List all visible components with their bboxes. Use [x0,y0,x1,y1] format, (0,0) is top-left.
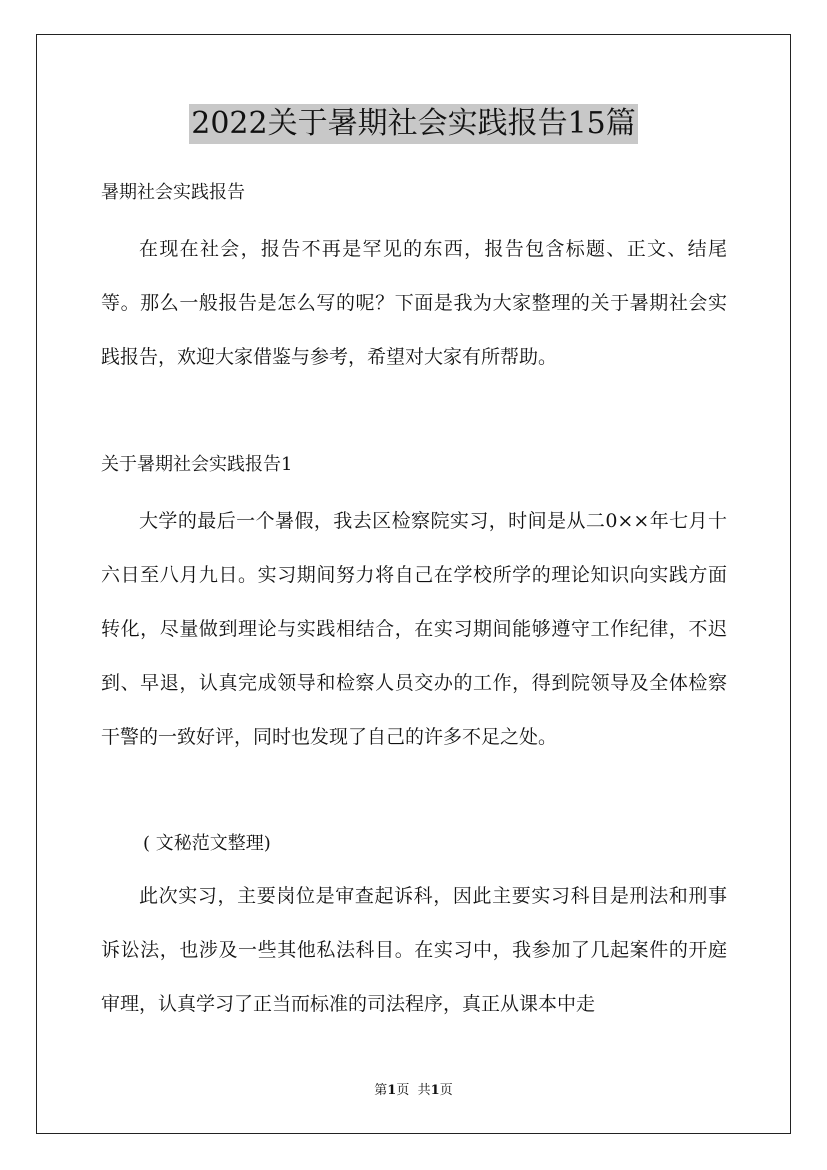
title-container [0,104,827,144]
body-paragraph-1: 大学的最后一个暑假，我去区检察院实习，时间是从二0××年七月十六日至八月九日。实习期间努力将自己在学校所学的理论知识向实践方面转化，尽量做到理论与实践相结合，在实习期间能够遵守工作纪律，不迟到、早退，认真完成领导和检察人员交办的工作，得到院领导及全体检察干警的一致好评，同时也发现了自己的许多不足之处。 [101,510,727,748]
page-current: 1 [387,1083,397,1098]
intro-paragraph: 在现在社会，报告不再是罕见的东西，报告包含标题、正文、结尾等。那么一般报告是怎么写的呢？下面是我为大家整理的关于暑期社会实践报告，欢迎大家借鉴与参考，希望对大家有所帮助。 [101,238,727,368]
source-note: ( 文秘范文整理) [143,833,271,854]
page-footer [0,1082,827,1100]
page-prefix: 第 [374,1083,388,1098]
total-prefix: 共 [417,1083,431,1098]
body-paragraph-2: 此次实习，主要岗位是审查起诉科，因此主要实习科目是刑法和刑事诉讼法，也涉及一些其他私法科目。在实习中，我参加了几起案件的开庭审理，认真学习了正当而标准的司法程序，真正从课本中走 [101,885,727,1015]
section-heading: 关于暑期社会实践报告1 [101,454,293,475]
document-title: 2022关于暑期社会实践报告15篇 [189,104,638,144]
page-suffix: 页 [396,1083,410,1098]
document-subtitle: 暑期社会实践报告 [101,182,245,203]
total-suffix: 页 [439,1083,453,1098]
page-total: 1 [430,1083,440,1098]
